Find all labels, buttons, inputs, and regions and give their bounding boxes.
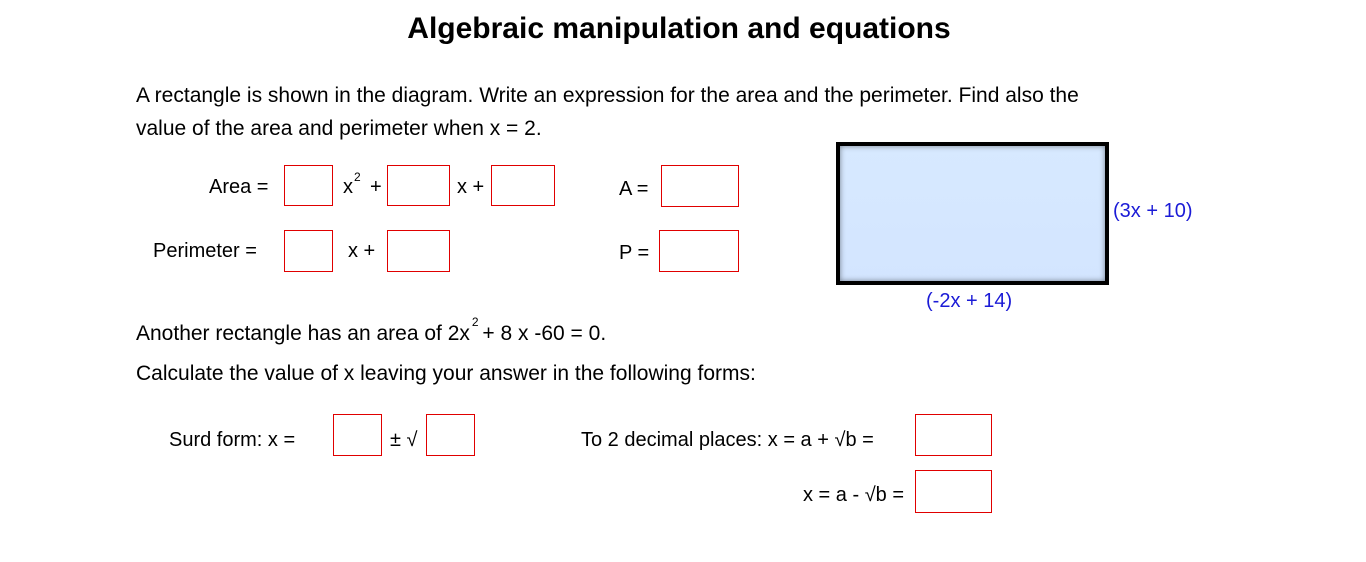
decimal-label-plus: To 2 decimal places: x = a + √b = — [581, 429, 874, 451]
intro-line-1: A rectangle is shown in the diagram. Write an expression for the area and the perimeter. Find also the — [136, 84, 1079, 107]
area-coef-x-input[interactable] — [387, 165, 450, 206]
perimeter-x-plus: x + — [348, 240, 376, 262]
second-question-line-1: Another rectangle has an area of 2x $^2$ + 8 x -60 = 0. — [136, 315, 607, 345]
area-x-plus: x + — [457, 176, 485, 198]
surd-b-input[interactable] — [426, 414, 475, 456]
rectangle-width-label: (-2x + 14) — [926, 290, 1013, 312]
surd-a-input[interactable] — [333, 414, 382, 456]
area-coef-x2-input[interactable] — [284, 165, 333, 206]
decimal-label-minus: x = a - √b = — [803, 484, 905, 506]
area-x-squared: $x^2$ — [343, 170, 361, 198]
decimal-plus-input[interactable] — [915, 414, 992, 456]
rectangle-height-label: (3x + 10) — [1113, 200, 1193, 222]
area-plus-1: + — [370, 176, 382, 198]
second-question-line-2: Calculate the value of x leaving your answer in the following forms: — [136, 362, 756, 385]
perimeter-constant-input[interactable] — [387, 230, 450, 272]
decimal-minus-input[interactable] — [915, 470, 992, 513]
area-label: Area = — [209, 176, 269, 198]
perimeter-coef-x-input[interactable] — [284, 230, 333, 272]
surd-form-label: Surd form: x = — [169, 429, 296, 451]
area-constant-input[interactable] — [491, 165, 555, 206]
page-title: Algebraic manipulation and equations — [407, 12, 951, 45]
perimeter-label: Perimeter = — [153, 240, 257, 262]
area-value-label: A = — [619, 178, 649, 200]
intro-line-2: value of the area and perimeter when x = 2. — [136, 117, 542, 140]
perimeter-value-label: P = — [619, 242, 650, 264]
rectangle-diagram — [836, 142, 1109, 285]
plus-minus-root: ± √ — [390, 429, 418, 451]
perimeter-value-input[interactable] — [659, 230, 739, 272]
area-value-input[interactable] — [661, 165, 739, 207]
